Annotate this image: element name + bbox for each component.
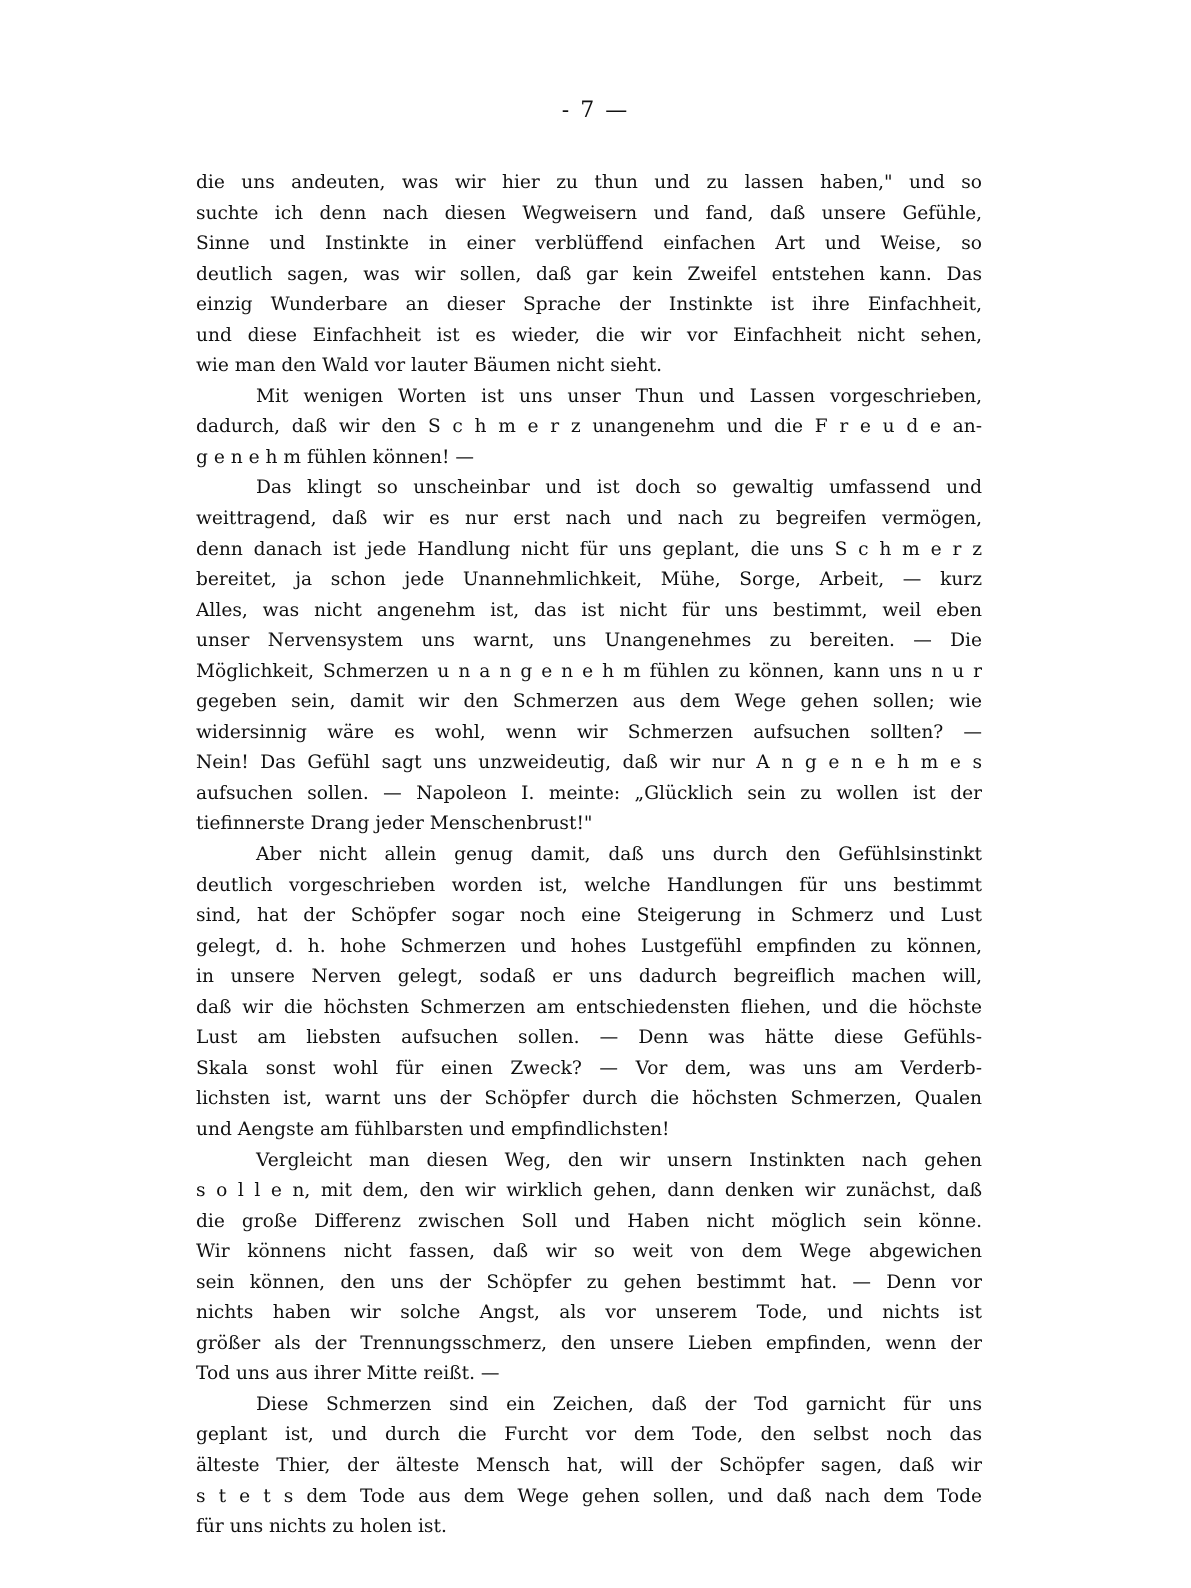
text-line: wie man den Wald vor lauter Bäumen nicht sieht.	[196, 355, 663, 377]
text-line: Alles, was nicht angenehm ist, das ist nicht für uns bestimmt, weil eben	[196, 599, 982, 621]
text-line: Sinne und Instinkte in einer verblüffend einfachen Art und Weise, so	[196, 233, 982, 255]
text-line: und diese Einfachheit ist es wieder, die wir vor Einfachheit nicht sehen,	[196, 324, 982, 346]
text-line: lichsten ist, warnt uns der Schöpfer durch die höchsten Schmerzen, Qualen	[196, 1088, 982, 1110]
text-line: in unsere Nerven gelegt, sodaß er uns dadurch begreiflich machen will,	[196, 966, 982, 988]
text-line: Vergleicht man diesen Weg, den wir unsern Instinkten nach gehen	[256, 1149, 982, 1171]
text-line: größer als der Trennungsschmerz, den unsere Lieben empfinden, wenn der	[196, 1332, 982, 1354]
text-line: gelegt, d. h. hohe Schmerzen und hohes Lustgefühl empfinden zu können,	[196, 935, 982, 957]
text-line: Diese Schmerzen sind ein Zeichen, daß der Tod garnicht für uns	[256, 1393, 982, 1415]
text-line: Aber nicht allein genug damit, daß uns durch den Gefühlsinstinkt	[256, 844, 982, 866]
text-line: sein können, den uns der Schöpfer zu gehen bestimmt hat. — Denn vor	[196, 1271, 982, 1293]
body-text	[196, 168, 982, 1543]
text-line: deutlich sagen, was wir sollen, daß gar kein Zweifel entstehen kann. Das	[196, 263, 982, 285]
text-line: Nein! Das Gefühl sagt uns unzweideutig, daß wir nur A n g e n e h m e s	[196, 752, 982, 774]
text-line: tiefinnerste Drang jeder Menschenbrust!"	[196, 813, 593, 835]
text-line: sind, hat der Schöpfer sogar noch eine Steigerung in Schmerz und Lust	[196, 905, 982, 927]
text-line: deutlich vorgeschrieben worden ist, welche Handlungen für uns bestimmt	[196, 874, 982, 896]
text-line: daß wir die höchsten Schmerzen am entschiedensten fliehen, und die höchste	[196, 996, 982, 1018]
text-line: älteste Thier, der älteste Mensch hat, will der Schöpfer sagen, daß wir	[196, 1454, 982, 1476]
text-line: gegeben sein, damit wir den Schmerzen aus dem Wege gehen sollen; wie	[196, 691, 982, 713]
text-line: weittragend, daß wir es nur erst nach und nach zu begreifen vermögen,	[196, 508, 982, 530]
text-line: Lust am liebsten aufsuchen sollen. — Denn was hätte diese Gefühls-	[196, 1027, 982, 1049]
text-line: einzig Wunderbare an dieser Sprache der Instinkte ist ihre Einfachheit,	[196, 294, 982, 316]
text-line: und Aengste am fühlbarsten und empfindlichsten!	[196, 1118, 670, 1140]
text-line: Mit wenigen Worten ist uns unser Thun und Lassen vorgeschrieben,	[256, 385, 982, 407]
text-line: s t e t s dem Tode aus dem Wege gehen sollen, und daß nach dem Tode	[196, 1485, 982, 1507]
text-line: denn danach ist jede Handlung nicht für uns geplant, die uns S c h m e r z	[196, 538, 982, 560]
text-line: suchte ich denn nach diesen Wegweisern und fand, daß unsere Gefühle,	[196, 202, 982, 224]
text-line: unser Nervensystem uns warnt, uns Unangenehmes zu bereiten. — Die	[196, 630, 982, 652]
text-line: g e n e h m fühlen können! —	[196, 446, 474, 468]
text-line: die große Differenz zwischen Soll und Haben nicht möglich sein könne.	[196, 1210, 982, 1232]
text-line: nichts haben wir solche Angst, als vor unserem Tode, und nichts ist	[196, 1302, 982, 1324]
text-line: die uns andeuten, was wir hier zu thun und zu lassen haben," und so	[196, 172, 982, 193]
text-line: s o l l e n, mit dem, den wir wirklich gehen, dann denken wir zunächst, daß	[196, 1180, 982, 1202]
text-line: Skala sonst wohl für einen Zweck? — Vor dem, was uns am Verderb-	[196, 1057, 982, 1079]
text-line: aufsuchen sollen. — Napoleon I. meinte: „Glücklich sein zu wollen ist der	[196, 782, 982, 804]
text-line: Das klingt so unscheinbar und ist doch so gewaltig umfassend und	[256, 477, 982, 499]
page-number: - 7 —	[561, 98, 630, 123]
text-line: bereitet, ja schon jede Unannehmlichkeit, Mühe, Sorge, Arbeit, — kurz	[196, 569, 982, 591]
text-line: Möglichkeit, Schmerzen u n a n g e n e h m fühlen zu können, kann uns n u r	[196, 660, 982, 682]
text-line: geplant ist, und durch die Furcht vor dem Tode, den selbst noch das	[196, 1424, 982, 1446]
text-line: dadurch, daß wir den S c h m e r z unangenehm und die F r e u d e an-	[196, 416, 982, 438]
text-line: für uns nichts zu holen ist.	[196, 1516, 447, 1538]
text-line: Tod uns aus ihrer Mitte reißt. —	[196, 1363, 500, 1385]
text-line: widersinnig wäre es wohl, wenn wir Schmerzen aufsuchen sollten? —	[196, 721, 982, 743]
text-line: Wir könnens nicht fassen, daß wir so weit von dem Wege abgewichen	[196, 1241, 982, 1263]
